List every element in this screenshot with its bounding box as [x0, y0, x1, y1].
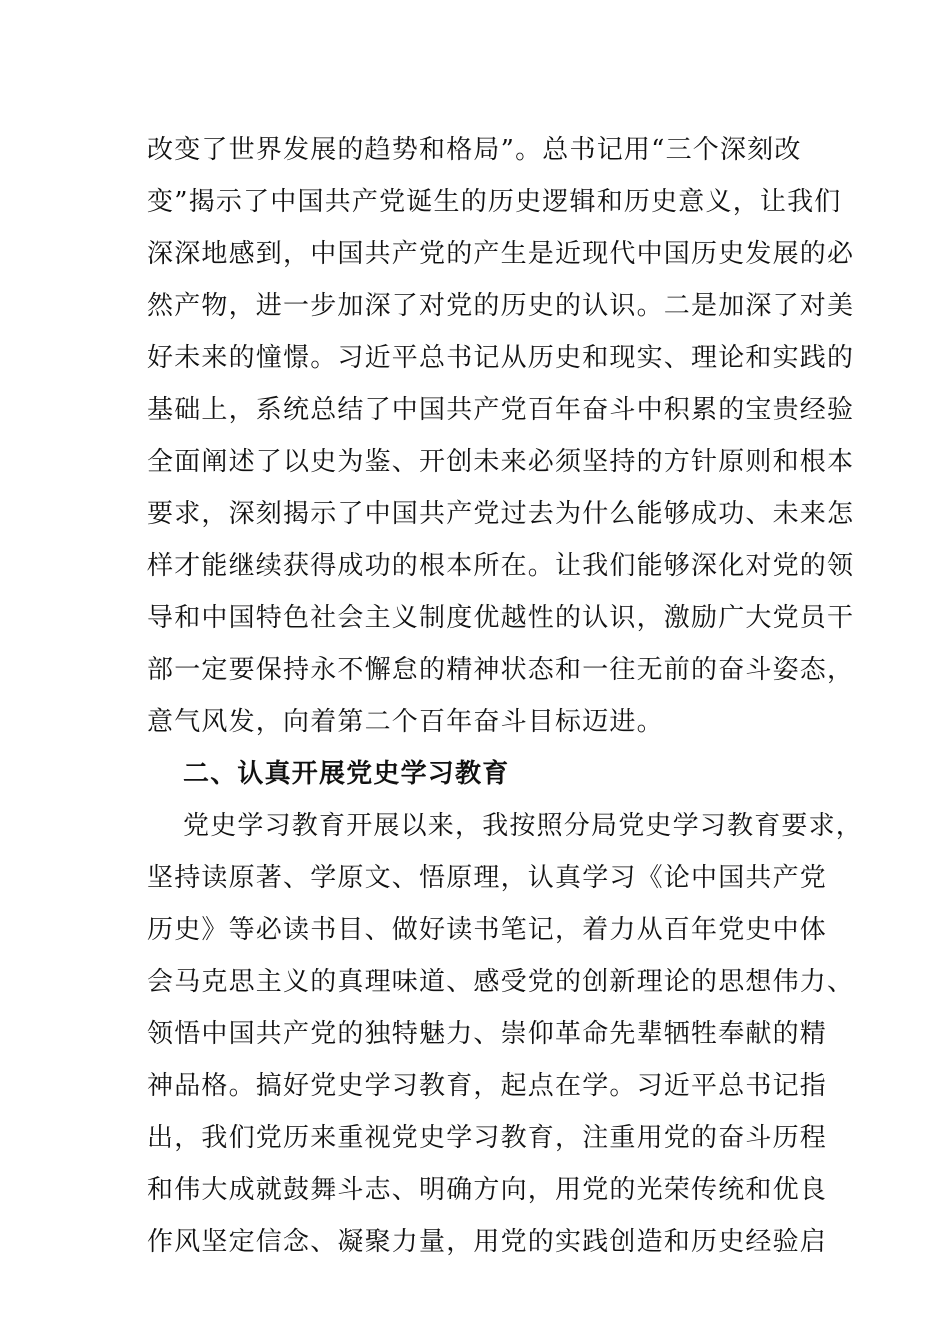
text-line: 全面阐述了以史为鉴、开创未来必须坚持的方针原则和根本: [147, 447, 855, 477]
text-line: 党史学习教育开展以来，我按照分局党史学习教育要求，: [183, 811, 864, 841]
text-line: 变”揭示了中国共产党诞生的历史逻辑和历史意义，让我们: [147, 187, 842, 217]
text-line: 历史》等必读书目、做好读书笔记，着力从百年党史中体: [147, 915, 828, 945]
text-line: 改变了世界发展的趋势和格局”。总书记用“三个深刻改: [147, 135, 802, 165]
text-line: 会马克思主义的真理味道、感受党的创新理论的思想伟力、: [147, 967, 855, 997]
text-line: 导和中国特色社会主义制度优越性的认识，激励广大党员干: [147, 603, 855, 633]
text-line: 基础上，系统总结了中国共产党百年奋斗中积累的宝贵经验: [147, 395, 855, 425]
text-line: 要求，深刻揭示了中国共产党过去为什么能够成功、未来怎: [147, 499, 855, 529]
text-line: 和伟大成就鼓舞斗志、明确方向，用党的光荣传统和优良: [147, 1175, 828, 1205]
text-line: 神品格。搞好党史学习教育，起点在学。习近平总书记指: [147, 1071, 828, 1101]
text-line: 好未来的憧憬。习近平总书记从历史和现实、理论和实践的: [147, 343, 855, 373]
text-line: 出，我们党历来重视党史学习教育，注重用党的奋斗历程: [147, 1123, 828, 1153]
section-heading: 二、认真开展党史学习教育: [183, 759, 510, 789]
text-line: 作风坚定信念、凝聚力量，用党的实践创造和历史经验启: [147, 1227, 828, 1257]
text-line: 坚持读原著、学原文、悟原理，认真学习《论中国共产党: [147, 863, 828, 893]
text-line: 深深地感到，中国共产党的产生是近现代中国历史发展的必: [147, 239, 855, 269]
text-line: 样才能继续获得成功的根本所在。让我们能够深化对党的领: [147, 551, 855, 581]
text-line: 意气风发，向着第二个百年奋斗目标迈进。: [147, 707, 664, 737]
text-line: 领悟中国共产党的独特魅力、崇仰革命先辈牺牲奉献的精: [147, 1019, 828, 1049]
text-line: 然产物，进一步加深了对党的历史的认识。二是加深了对美: [147, 291, 855, 321]
text-line: 部一定要保持永不懈怠的精神状态和一往无前的奋斗姿态，: [147, 655, 855, 685]
